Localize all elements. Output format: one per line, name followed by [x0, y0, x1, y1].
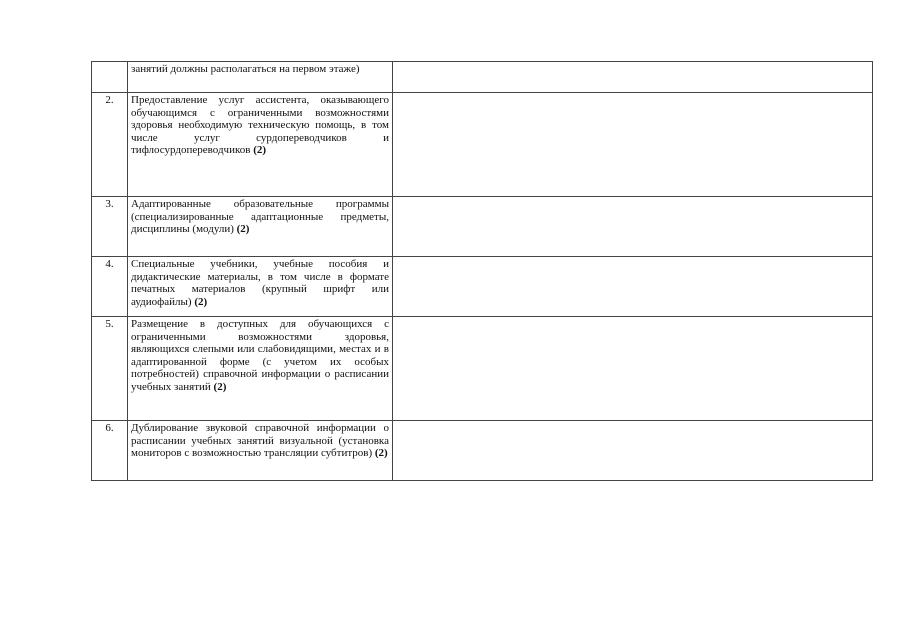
- table-row: [92, 317, 873, 421]
- row-text-body: Размещение в доступных для обучающихся с ограниченными возможностями здоровья, являющихся слепыми или слабовидящими, местах и в адаптированной форме (с учетом их особых потребностей) справочной информации о расписании учебных занятий: [131, 318, 389, 393]
- row-text-body: Предоставление услуг ассистента, оказывающего обучающимся с ограниченными возможностями здоровья необходимую техническую помощь, в том числе услуг сурдопереводчиков и тифлосурдопереводчиков: [131, 94, 389, 157]
- row-blank-cell: [393, 197, 873, 257]
- row-text: [128, 257, 393, 317]
- row-mark: (2): [236, 223, 250, 236]
- row-text: [128, 317, 393, 421]
- row-blank-cell: [393, 257, 873, 317]
- requirements-table: [91, 61, 873, 481]
- table-row: [92, 197, 873, 257]
- table-row: [92, 421, 873, 481]
- row-mark: (2): [253, 144, 267, 157]
- row-text: [128, 93, 393, 197]
- row-text-body: занятий должны располагаться на первом этаже): [131, 63, 360, 75]
- row-mark: (2): [213, 380, 227, 393]
- row-number: 2.: [92, 93, 128, 197]
- row-text: [128, 421, 393, 481]
- row-text: [128, 197, 393, 257]
- row-number: 3.: [92, 197, 128, 257]
- row-blank-cell: [393, 62, 873, 93]
- row-blank-cell: [393, 93, 873, 197]
- row-text-body: Адаптированные образовательные программы (специализированные адаптационные предметы, дисциплины (модули): [131, 198, 389, 236]
- table-row: [92, 62, 873, 93]
- row-mark: (2): [194, 295, 208, 308]
- row-mark: (2): [374, 447, 388, 460]
- row-number: [92, 62, 128, 93]
- row-blank-cell: [393, 421, 873, 481]
- row-number: 6.: [92, 421, 128, 481]
- table-row: [92, 257, 873, 317]
- row-text-body: Дублирование звуковой справочной информации о расписании учебных занятий визуальной (установка мониторов с возможностью трансляции субтитров): [131, 422, 389, 460]
- row-blank-cell: [393, 317, 873, 421]
- row-number: 4.: [92, 257, 128, 317]
- row-text-body: Специальные учебники, учебные пособия и дидактические материалы, в том числе в формате печатных материалов (крупный шрифт или аудиофайлы): [131, 258, 389, 308]
- row-text: [128, 62, 393, 93]
- table-row: [92, 93, 873, 197]
- row-number: 5.: [92, 317, 128, 421]
